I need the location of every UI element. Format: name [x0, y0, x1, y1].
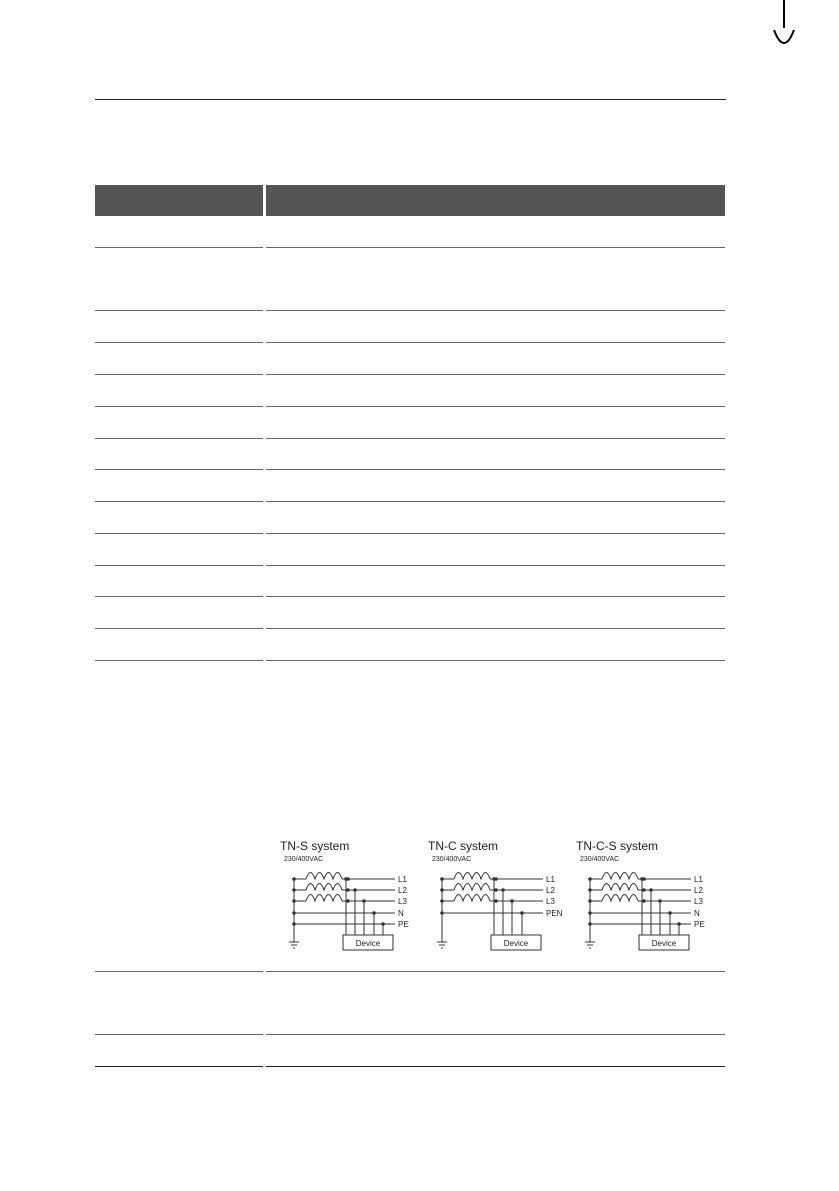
- table-row-divider: [95, 374, 263, 375]
- table-row-divider: [95, 310, 263, 311]
- table-row-divider: [266, 1034, 725, 1035]
- table-row-divider: [266, 374, 725, 375]
- table-row-divider: [95, 971, 263, 972]
- table-row-divider: [95, 501, 263, 502]
- table-row-divider: [95, 660, 263, 661]
- line-label: L3: [398, 897, 407, 906]
- device-label: Device: [503, 939, 529, 948]
- coil-icon: [306, 884, 342, 891]
- line-label: L3: [694, 897, 703, 906]
- line-label: L1: [546, 875, 555, 884]
- line-label: L3: [546, 897, 555, 906]
- table-row-divider: [95, 438, 263, 439]
- table-row-divider: [266, 533, 725, 534]
- line-label: N: [398, 909, 404, 918]
- line-label: PE: [694, 920, 705, 929]
- table-row-divider: [266, 469, 725, 470]
- diagram-title: TN-S system: [280, 839, 350, 853]
- line-label: L2: [398, 886, 407, 895]
- coil-icon: [306, 873, 342, 880]
- table-row-divider: [266, 342, 725, 343]
- diagram-2: [428, 839, 563, 950]
- table-row-divider: [266, 406, 725, 407]
- line-label: L1: [398, 875, 407, 884]
- coil-icon: [454, 895, 490, 902]
- table-row-divider: [95, 533, 263, 534]
- line-label: L2: [546, 886, 555, 895]
- table-row-divider: [95, 565, 263, 566]
- coil-icon: [602, 873, 638, 880]
- table-row-divider: [95, 1066, 263, 1067]
- table-row-divider: [266, 438, 725, 439]
- diagram-title: TN-C-S system: [576, 839, 658, 853]
- table-row-divider: [95, 406, 263, 407]
- table-row-divider: [266, 628, 725, 629]
- device-label: Device: [355, 939, 381, 948]
- table-header-col2: [266, 185, 725, 216]
- diagram-voltage: 230/400VAC: [284, 856, 324, 863]
- table-row-divider: [95, 247, 263, 248]
- line-label: N: [694, 909, 700, 918]
- line-label: L2: [694, 886, 703, 895]
- table-row-divider: [95, 1034, 263, 1035]
- coil-icon: [454, 873, 490, 880]
- coil-icon: [602, 884, 638, 891]
- table-row-divider: [266, 971, 725, 972]
- header-rule: [95, 99, 726, 100]
- diagram-3: [576, 839, 705, 950]
- line-label: PEN: [546, 909, 563, 918]
- diagram-title: TN-C system: [428, 839, 498, 853]
- table-row-divider: [95, 469, 263, 470]
- table-row-divider: [95, 628, 263, 629]
- table-row-divider: [266, 501, 725, 502]
- table-row-divider: [266, 247, 725, 248]
- coil-icon: [306, 895, 342, 902]
- diagram-voltage: 230/400VAC: [580, 856, 620, 863]
- table-row-divider: [266, 660, 725, 661]
- table-row-divider: [266, 310, 725, 311]
- device-label: Device: [651, 939, 677, 948]
- diagram-voltage: 230/400VAC: [432, 856, 472, 863]
- table-row-divider: [266, 1066, 725, 1067]
- table-row-divider: [95, 342, 263, 343]
- table-row-divider: [266, 565, 725, 566]
- table-header-col1: [95, 185, 263, 216]
- line-label: L1: [694, 875, 703, 884]
- scissors-icon: [771, 0, 797, 54]
- grounding-diagrams: [280, 834, 720, 962]
- coil-icon: [454, 884, 490, 891]
- coil-icon: [602, 895, 638, 902]
- table-row-divider: [266, 596, 725, 597]
- diagram-1: [280, 839, 409, 950]
- line-label: PE: [398, 920, 409, 929]
- table-row-divider: [95, 596, 263, 597]
